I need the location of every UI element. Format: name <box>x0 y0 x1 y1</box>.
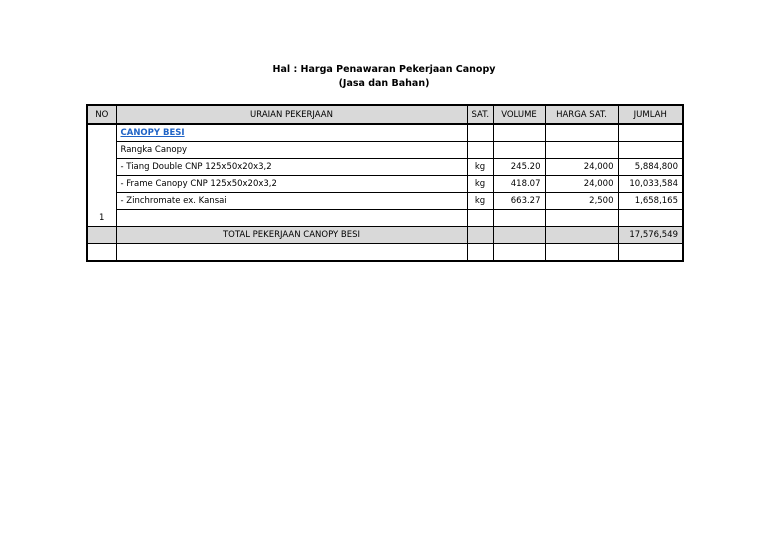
empty-cell <box>467 142 493 159</box>
empty-cell <box>618 244 683 262</box>
empty-cell <box>467 244 493 262</box>
subsection-title: Rangka Canopy <box>116 142 467 159</box>
empty-cell <box>493 124 545 142</box>
row-harga: 24,000 <box>545 159 618 176</box>
document-subtitle: (Jasa dan Bahan) <box>338 78 430 89</box>
empty-cell <box>545 124 618 142</box>
empty-cell <box>493 142 545 159</box>
empty-cell <box>116 244 467 262</box>
row-harga: 24,000 <box>545 176 618 193</box>
total-label: TOTAL PEKERJAAN CANOPY BESI <box>116 227 467 244</box>
section-header-row <box>87 124 683 142</box>
row-sat: kg <box>467 176 493 193</box>
empty-cell <box>87 244 116 262</box>
document-title: Hal : Harga Penawaran Pekerjaan Canopy <box>272 64 496 75</box>
header-no: NO <box>87 105 116 124</box>
table-row <box>87 159 683 176</box>
empty-cell <box>545 142 618 159</box>
row-volume: 245.20 <box>493 159 545 176</box>
row-jumlah: 10,033,584 <box>618 176 683 193</box>
spacer-row <box>87 210 683 227</box>
row-sat: kg <box>467 193 493 210</box>
total-value: 17,576,549 <box>618 227 683 244</box>
empty-cell <box>467 124 493 142</box>
header-volume: VOLUME <box>493 105 545 124</box>
row-sat: kg <box>467 159 493 176</box>
table-row <box>87 176 683 193</box>
table-row <box>87 193 683 210</box>
row-jumlah: 1,658,165 <box>618 193 683 210</box>
empty-cell <box>467 227 493 244</box>
spacer-row <box>87 244 683 262</box>
empty-cell <box>493 210 545 227</box>
row-volume: 663.27 <box>493 193 545 210</box>
section-title: CANOPY BESI <box>120 128 185 138</box>
empty-cell <box>618 210 683 227</box>
empty-cell <box>618 142 683 159</box>
row-uraian: - Frame Canopy CNP 125x50x20x3,2 <box>116 176 467 193</box>
empty-cell <box>618 124 683 142</box>
empty-cell <box>545 227 618 244</box>
header-sat: SAT. <box>467 105 493 124</box>
empty-cell <box>493 244 545 262</box>
section-title-cell <box>116 124 467 142</box>
row-uraian: - Tiang Double CNP 125x50x20x3,2 <box>116 159 467 176</box>
empty-cell <box>467 210 493 227</box>
row-volume: 418.07 <box>493 176 545 193</box>
item-number: 1 <box>87 124 116 227</box>
subsection-row <box>87 142 683 159</box>
table-header-row <box>87 105 683 124</box>
header-jumlah: JUMLAH <box>618 105 683 124</box>
empty-cell <box>116 210 467 227</box>
empty-cell <box>87 227 116 244</box>
total-row <box>87 227 683 244</box>
header-harga: HARGA SAT. <box>545 105 618 124</box>
row-uraian: - Zinchromate ex. Kansai <box>116 193 467 210</box>
header-uraian: URAIAN PEKERJAAN <box>116 105 467 124</box>
price-quotation-table <box>86 104 684 262</box>
row-jumlah: 5,884,800 <box>618 159 683 176</box>
empty-cell <box>545 244 618 262</box>
empty-cell <box>545 210 618 227</box>
row-harga: 2,500 <box>545 193 618 210</box>
empty-cell <box>493 227 545 244</box>
